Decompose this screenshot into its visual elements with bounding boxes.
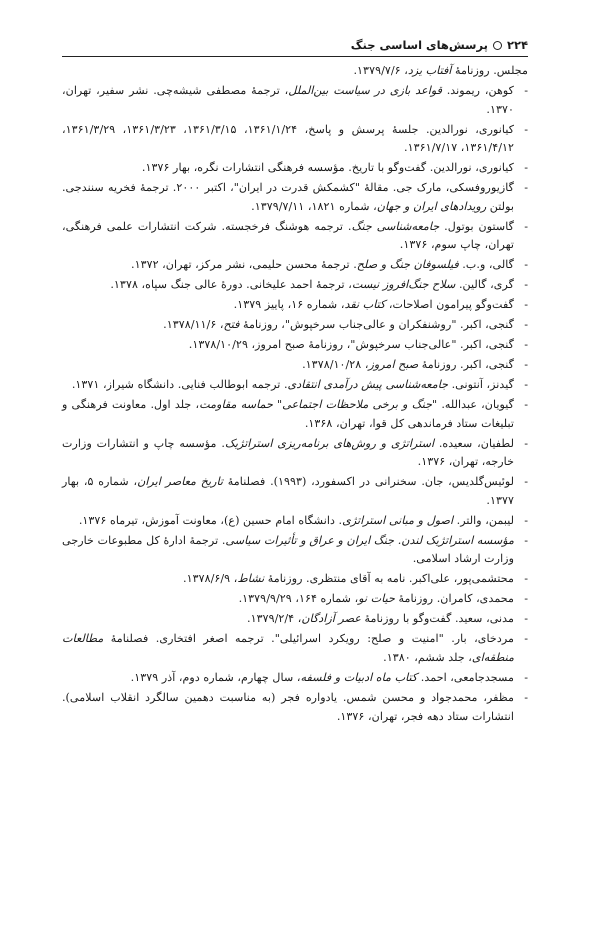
reference-text: کوهن، ریموند.	[441, 83, 514, 97]
reference-entry	[62, 159, 528, 178]
reference-text: ، شماره ۱۸۲۱، ۱۳۷۹/۷/۱۱.	[251, 199, 377, 213]
reference-entry	[62, 669, 528, 688]
reference-title-italic: جنگ و برخی ملاحظات اجتماعی	[282, 398, 433, 412]
reference-entry	[62, 121, 528, 158]
reference-entry	[62, 610, 528, 629]
dash-bullet-icon: -	[524, 338, 528, 352]
dash-bullet-icon: -	[524, 258, 528, 272]
dash-bullet-icon: -	[524, 533, 528, 547]
dash-bullet-icon: -	[524, 161, 528, 175]
reference-text: گفت‌وگو پیرامون اصلاحات،	[385, 298, 514, 312]
reference-entry	[62, 218, 528, 255]
reference-text: . ترجمه هوشنگ فرخجسته. شرکت انتشارات علمی فرهنگی، تهران، چاپ سوم، ۱۳۷۶.	[62, 219, 514, 252]
reference-text: گیدنز، آنتونی.	[448, 378, 514, 392]
reference-text: گیویان، عبدالله. "	[432, 398, 515, 412]
reference-entry	[62, 435, 528, 472]
reference-text: ، سال چهارم، شماره دوم، آذر ۱۳۷۹.	[130, 671, 301, 684]
dash-bullet-icon: -	[524, 513, 528, 527]
reference-title-italic: رویدادهای ایران و جهان	[376, 199, 487, 213]
reference-text: مسجدجامعی، احمد.	[417, 671, 514, 684]
reference-text: گاستون بوتول.	[439, 219, 514, 233]
reference-entry	[62, 316, 528, 335]
dash-bullet-icon: -	[524, 378, 528, 392]
dash-bullet-icon: -	[524, 475, 528, 489]
reference-title-italic: حماسه مقاومت	[199, 398, 273, 412]
dash-bullet-icon: -	[524, 358, 528, 372]
reference-text: ، ۱۳۷۸/۶/۹.	[183, 572, 238, 586]
reference-text: ، ۱۳۷۹/۲/۴.	[247, 612, 302, 626]
reference-title-italic: کتاب ماه ادبیات و فلسفه	[300, 671, 418, 684]
reference-title-italic: نشاط	[237, 572, 265, 586]
reference-title-italic: حیات نو	[358, 592, 395, 606]
reference-entry	[62, 276, 528, 295]
reference-title-italic: اصول و مبانی استراتژی	[342, 513, 454, 527]
reference-text: گازیوروفسکی، مارک جی. مقالهٔ "کشمکش قدرت در ایران"، اکتبر ۲۰۰۰. ترجمهٔ فخریه سنندجی. بولتن	[62, 181, 514, 213]
reference-title-italic: جامعه‌شناسی پیش درآمدی انتقادی	[287, 378, 449, 392]
reference-title-italic: استراتژی و روش‌های برنامه‌ریزی استراتژیک	[224, 436, 435, 450]
reference-entry	[62, 396, 528, 433]
reference-entry	[62, 630, 528, 667]
page-number: ۲۲۴	[506, 38, 528, 52]
reference-text: ، شماره ۱۶، پاییز ۱۳۷۹.	[233, 298, 345, 312]
reference-text: کیانوری، نورالدین. گفت‌وگو با تاریخ. مؤسسه فرهنگی انتشارات نگره، بهار ۱۳۷۶.	[141, 161, 514, 175]
dash-bullet-icon: -	[524, 572, 528, 586]
reference-entry	[62, 296, 528, 315]
reference-title-italic: جامعه‌شناسی جنگ	[351, 219, 440, 233]
book-title: پرسش‌های اساسی جنگ	[350, 38, 488, 52]
dash-bullet-icon: -	[524, 671, 528, 684]
dash-bullet-icon: -	[524, 436, 528, 450]
reference-text: ، ترجمهٔ احمد علیخانی. دورهٔ عالی جنگ سپاه، ۱۳۷۸.	[110, 278, 352, 292]
reference-entry	[62, 473, 528, 510]
reference-title-italic: کتاب نقد	[344, 298, 386, 312]
reference-title-italic: قواعد بازی در سیاست بین‌الملل	[288, 83, 442, 97]
document-page	[62, 38, 528, 728]
dash-bullet-icon: -	[524, 83, 528, 97]
reference-title-italic: مؤسسه استراتژیک لندن. جنگ ایران و عراق و تأثیرات سیاسی	[225, 533, 514, 547]
reference-list	[62, 62, 528, 726]
reference-text: ، جلد ششم، ۱۳۸۰.	[383, 651, 472, 665]
reference-text: گنجی، اکبر. "عالی‌جناب سرخپوش"، روزنامهٔ صبح امروز، ۱۳۷۸/۱۰/۲۹.	[188, 338, 514, 352]
reference-entry	[62, 62, 528, 81]
reference-entry	[62, 689, 528, 726]
reference-entry	[62, 356, 528, 375]
reference-entry	[62, 376, 528, 395]
dash-bullet-icon: -	[524, 690, 528, 704]
reference-entry	[62, 256, 528, 275]
reference-text: ، جلد اول. معاونت فرهنگی و تبلیغات ستاد فرماندهی کل قوا، تهران، ۱۳۶۸.	[62, 398, 514, 430]
reference-text: . ترجمه ابوطالب فنایی. دانشگاه شیراز، ۱۳۷۱.	[71, 378, 288, 392]
dash-bullet-icon: -	[524, 219, 528, 233]
reference-entry	[62, 532, 528, 569]
reference-text: لوئیس‌گلدیس، جان. سخنرانی در اکسفورد، (۱۹۹۳). فصلنامهٔ	[223, 475, 515, 489]
dash-bullet-icon: -	[524, 592, 528, 606]
reference-title-italic: سلاح جنگ‌افروز نیست	[351, 278, 456, 292]
reference-text: لطفیان، سعیده.	[434, 436, 514, 450]
reference-text: گنجی، اکبر. "روشنفکران و عالی‌جناب سرخپوش"، روزنامهٔ	[239, 318, 514, 332]
dash-bullet-icon: -	[524, 632, 528, 646]
reference-entry	[62, 590, 528, 609]
reference-text: کیانوری، نورالدین. جلسهٔ پرسش و پاسخ، ۱۳۶۱/۱/۲۴، ۱۳۶۱/۳/۱۵، ۱۳۶۱/۳/۲۳، ۱۳۶۱/۳/۲۹، ۱۳۶۱/۴/۱۲، ۱۳۶۱/۷/۱۷.	[62, 122, 515, 155]
circle-ornament-icon	[493, 41, 502, 50]
reference-text: . مؤسسه چاپ و انتشارات وزارت خارجه، تهران، ۱۳۷۶.	[62, 436, 514, 469]
reference-text: ، ۱۳۷۸/۱۱/۶.	[163, 318, 224, 332]
reference-text: ، ترجمهٔ مصطفی شیشه‌چی. نشر سفیر، تهران، ۱۳۷۰.	[62, 83, 514, 116]
dash-bullet-icon: -	[524, 181, 528, 195]
reference-title-italic: عصر آزادگان	[301, 612, 361, 626]
reference-text: محتشمی‌پور، علی‌اکبر. نامه به آقای منتظری. روزنامهٔ	[264, 572, 514, 586]
reference-title-italic: تاریخ معاصر ایران	[137, 475, 224, 489]
dash-bullet-icon: -	[524, 398, 528, 412]
reference-text: مدنی، سعید. گفت‌وگو با روزنامهٔ	[361, 612, 514, 626]
reference-entry	[62, 336, 528, 355]
dash-bullet-icon: -	[524, 298, 528, 312]
reference-text: ، ۱۳۷۸/۱۰/۲۸.	[302, 358, 369, 372]
reference-title-italic: صبح امروز	[368, 358, 419, 372]
reference-text: گالی، و.ب.	[458, 258, 514, 272]
reference-title-italic: آفتاب یزد	[407, 64, 452, 77]
dash-bullet-icon: -	[524, 278, 528, 292]
reference-text: . دانشگاه امام حسین (ع)، معاونت آموزش، تیرماه ۱۳۷۶.	[78, 513, 343, 527]
reference-text: . ترجمهٔ محسن حلیمی، نشر مرکز، تهران، ۱۳۷۲.	[131, 258, 357, 272]
reference-text: "	[272, 398, 283, 412]
reference-title-italic: مطالعات منطقه‌ای	[62, 632, 514, 665]
reference-text: مردخای، بار. "امنیت و صلح: رویکرد اسرائیلی". ترجمه اصغر افتخاری. فصلنامهٔ	[103, 632, 514, 646]
reference-entry	[62, 570, 528, 589]
reference-text: محمدی، کامران. روزنامهٔ	[394, 592, 514, 606]
reference-title-italic: فتح	[223, 318, 240, 332]
reference-text: . ترجمهٔ ادارهٔ کل مطبوعات خارجی وزارت ارشاد اسلامی.	[62, 533, 514, 566]
dash-bullet-icon: -	[524, 122, 528, 136]
reference-text: ، شماره ۱۶۴، ۱۳۷۹/۹/۲۹.	[238, 592, 359, 606]
reference-text: مظفر، محمدجواد و محسن شمس. یادواره فجر (به مناسبت دهمین سالگرد انقلاب اسلامی). انتشارات ستاد دهه فجر، تهران، ۱۳۷۶.	[62, 690, 514, 723]
dash-bullet-icon: -	[524, 318, 528, 332]
reference-text: مجلس. روزنامهٔ	[451, 64, 528, 77]
reference-title-italic: فیلسوفان جنگ و صلح	[356, 258, 459, 272]
running-header	[62, 38, 528, 57]
reference-text: ، ۱۳۷۹/۷/۶.	[353, 64, 408, 77]
dash-bullet-icon: -	[524, 612, 528, 626]
reference-text: گنجی، اکبر. روزنامهٔ	[418, 358, 514, 372]
reference-entry	[62, 82, 528, 119]
reference-entry	[62, 512, 528, 531]
reference-text: ، شماره ۵، بهار ۱۳۷۷.	[62, 475, 514, 507]
reference-text: گری، گالین.	[455, 278, 514, 292]
reference-text: لیبمن، والتر.	[453, 513, 514, 527]
reference-entry	[62, 179, 528, 216]
